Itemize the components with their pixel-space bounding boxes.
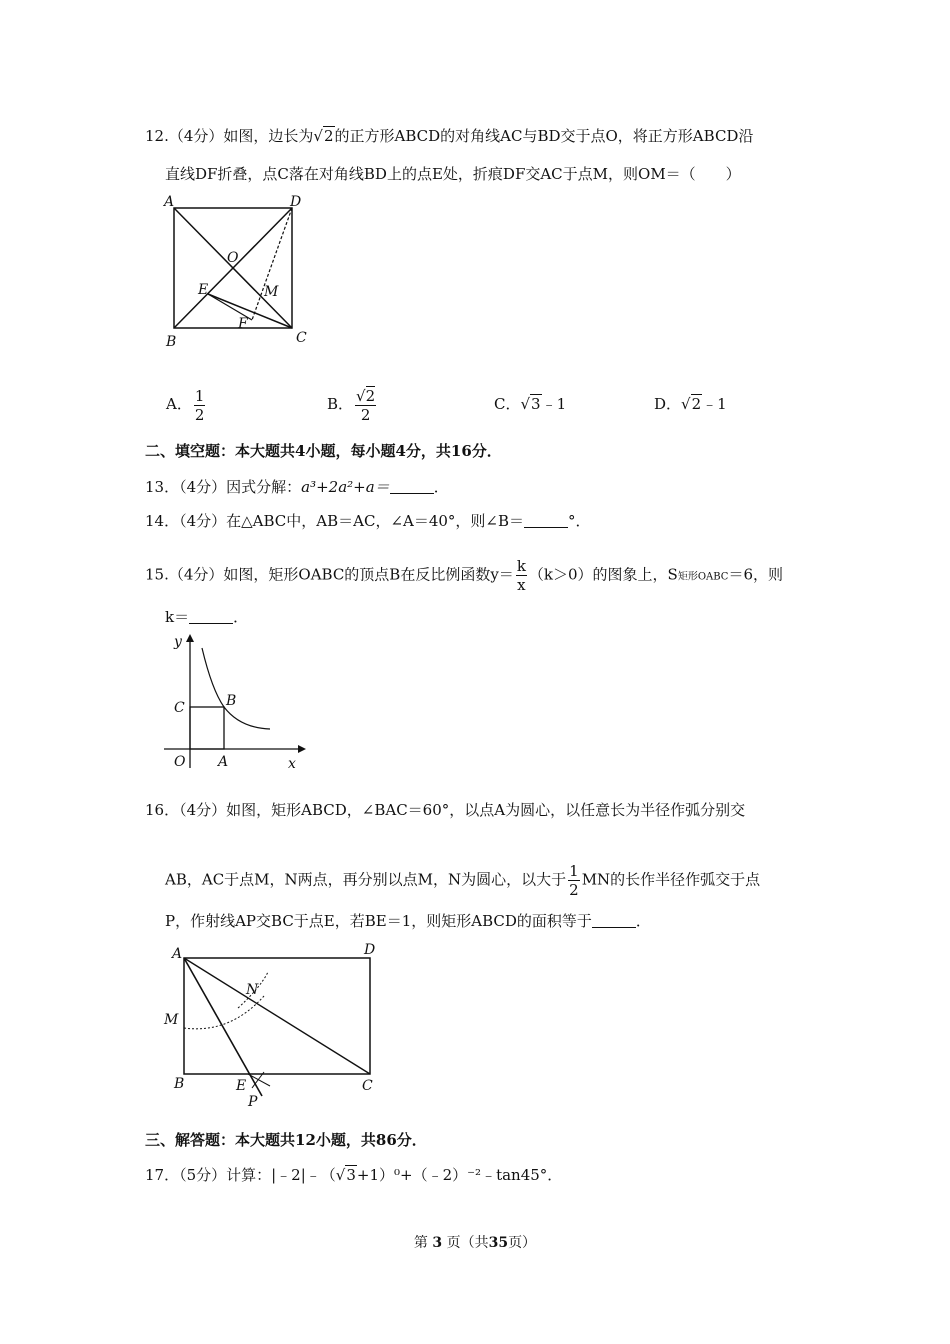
label-a: A [164,194,175,210]
radicand: 3 [531,395,541,413]
radicand: 2 [691,395,702,413]
q15-line2 [165,607,248,627]
frac-k-over-x [516,557,527,594]
x-arrow-icon [298,745,306,753]
answer-blank [189,609,233,624]
frac-den: 2 [194,405,205,424]
label-o: O [174,754,186,770]
q12-text-a: 12.（4分）如图，边长为 [145,127,314,145]
label-d: D [364,942,376,958]
section-3-heading: 三、解答题：本大题共12小题，共86分． [145,1131,427,1149]
label-c: C [174,700,185,716]
label-d: D [290,194,302,210]
q12-line1 [145,126,753,146]
q13-tail: ． [433,478,449,496]
frac-one-half [194,387,206,424]
sqrt-2: √2 [681,395,702,413]
q17 [145,1165,562,1185]
sqrt-3: √3 [520,395,541,413]
label-e: E [236,1078,247,1094]
q14 [145,511,591,531]
q13 [145,477,449,497]
frac-radicand: 2 [365,386,376,405]
answer-blank [390,479,434,494]
frac-num: k [516,557,526,575]
footer-mid: 页（共 [446,1235,489,1251]
frac-den: 2 [360,405,371,424]
label-f: F [238,316,248,332]
footer-post: 页） [508,1235,537,1251]
arc-mark-1 [248,1074,270,1086]
option-d-label: D． [654,395,682,413]
q16-figure [160,938,390,1110]
q15-figure [160,628,310,773]
q15-k: k＝ [165,608,190,626]
answer-blank [524,513,568,528]
option-a [166,385,207,424]
q14-tail: °． [568,512,591,530]
answer-blank [592,913,636,928]
label-p: P [248,1094,258,1110]
label-b: B [226,693,237,709]
hyperbola-curve [202,648,270,729]
footer-pre: 第 [413,1235,428,1251]
q16-line3 [165,911,651,931]
sqrt-3: √3 [335,1166,356,1184]
option-c-tail: ﹣1 [541,395,567,413]
frac-sqrt2-over-2: $\frac{√2}{2}$ [356,386,376,424]
option-b-label: B． [327,395,354,413]
radicand: 3 [346,1166,356,1184]
label-e: E [198,282,209,298]
frac-num: 1 [569,862,579,880]
q12-text-b: 的正方形ABCD的对角线AC与BD交于点O，将正方形ABCD沿 [334,127,754,145]
frac-num: 1 [194,386,205,405]
label-o: O [227,250,239,266]
q16-line2 [165,862,760,899]
q15-text-a: 15.（4分）如图，矩形OABC的顶点B在反比例函数y＝ [145,565,514,584]
sqrt-2: √2 [313,127,334,145]
page-footer [0,1232,950,1252]
q17-text-b: +1）⁰+（﹣2）⁻²﹣tan45°． [356,1166,563,1184]
option-b [327,385,378,424]
option-d-tail: ﹣1 [702,395,727,413]
page-number: 3 [432,1235,443,1251]
q16-text-a: AB，AC于点M，N两点，再分别以点M，N为圆心，以大于 [165,870,567,889]
label-b: B [166,334,177,350]
frac-den: x [517,576,526,594]
q15-tail: ． [233,608,249,626]
q16-line1: 16．（4分）如图，矩形ABCD，∠BAC＝60°，以点A为圆心，以任意长为半径作弧分别交 [145,801,746,819]
frac-den: 2 [569,881,579,899]
diagonal-ac [184,958,370,1074]
q12-line2: 直线DF折叠，点C落在对角线BD上的点E处，折痕DF交AC于点M，则OM＝（ ） [165,165,741,183]
q13-text: 13．（4分）因式分解： [145,478,302,496]
q15-text-c: ＝6，则 [728,565,783,584]
q16-text-c: P，作射线AP交BC于点E，若BE＝1，则矩形ABCD的面积等于 [165,912,592,930]
frac-one-half [568,862,580,899]
q13-expr: a³+2a²+a＝ [301,478,390,496]
label-m: M [264,284,279,300]
label-c: C [296,330,307,346]
rectangle-oabc [190,707,224,749]
y-arrow-icon [186,634,194,642]
label-c: C [362,1078,373,1094]
q15-line1 [145,557,783,594]
label-y: y [174,634,182,650]
section-2-heading: 二、填空题：本大题共4小题，每小题4分，共16分． [145,442,502,460]
q16-text-b: MN的长作半径作弧交于点 [581,870,761,889]
q15-subscript: 矩形OABC [677,571,729,583]
fold-df [252,208,292,320]
q16-tail: ． [635,912,651,930]
label-x: x [288,756,296,772]
label-a: A [218,754,229,770]
label-b: B [174,1076,185,1092]
segment-ec [208,294,292,328]
label-a: A [172,946,183,962]
q14-text: 14．（4分）在△ABC中，AB＝AC，∠A＝40°，则∠B＝ [145,512,525,530]
q15-text-b: （k＞0）的图象上，S [528,565,678,584]
option-a-label: A． [166,395,192,413]
q12-figure [160,190,320,350]
option-c-label: C． [494,395,521,413]
option-d [654,385,727,423]
q17-text-a: 17．（5分）计算：|﹣2|﹣（ [145,1166,336,1184]
page-total: 35 [488,1235,509,1251]
q12-radicand: 2 [323,127,334,145]
option-c [494,385,566,423]
label-n: N [246,982,259,998]
label-m: M [164,1012,179,1028]
